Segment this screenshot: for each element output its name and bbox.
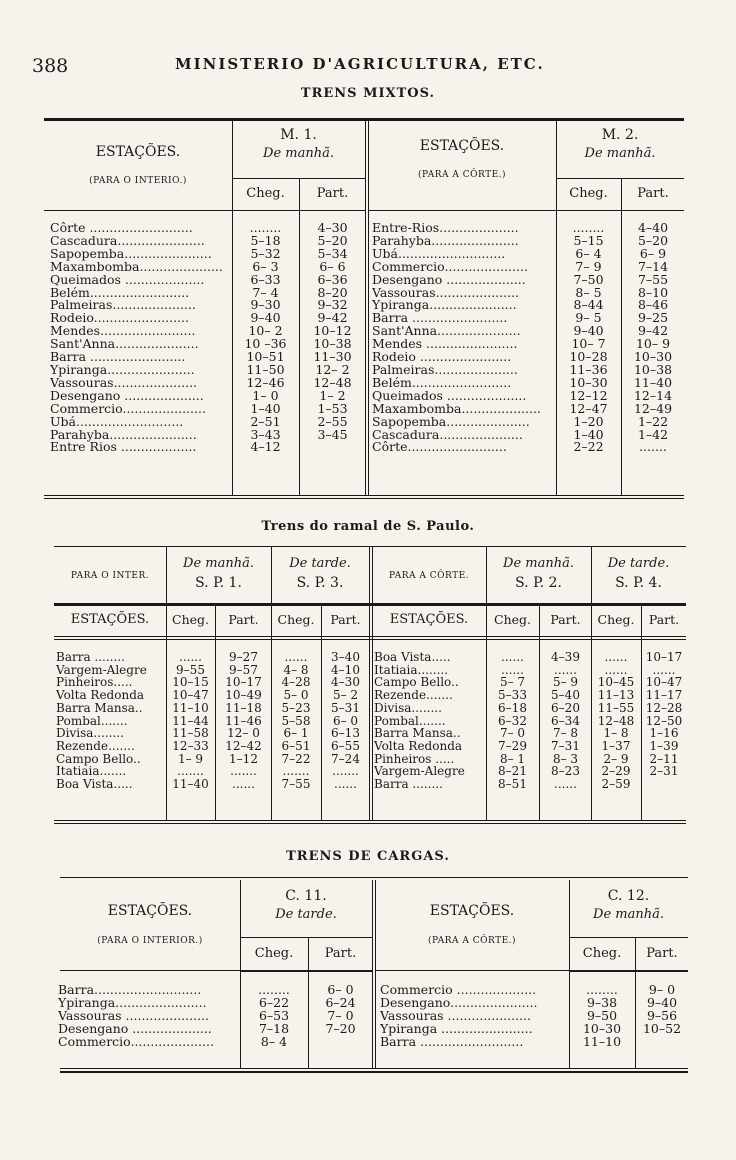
cargas-title: TRENS DE CARGAS.	[286, 849, 450, 864]
part-header: Part.	[324, 946, 357, 961]
train-time: De tarde.	[607, 556, 670, 571]
cheg-header: Cheg.	[277, 612, 315, 627]
cargas-top-rule	[60, 877, 688, 878]
part-times: 4–40 5–20 6– 9 7–14 7–55 8–10 8–46 9–25 9–42 10– 9 10–30 10–38 11–40 12–14 12–49 1–22 1–42 .......	[633, 220, 673, 455]
mixtos-bottom-rule-2	[44, 498, 684, 499]
part-header: Part.	[316, 186, 349, 201]
train-time: De tarde.	[289, 556, 351, 571]
ramal-bottom-rule	[54, 820, 686, 821]
cheg-times: ...... 4– 8 4–28 5– 0 5–23 5–58 6– 1 6–51 7–22 ....... 7–55	[281, 650, 311, 792]
cheg-times: ...... 9–55 10–15 10–47 11–10 11–44 11–58 12–33 1– 9 ....... 11–40	[172, 650, 209, 792]
train-time: De manhã.	[593, 907, 664, 922]
part-times: 3–40 4–10 4–30 5– 2 5–31 6– 0 6–13 6–55 7–24 ....... ......	[331, 650, 360, 792]
part-header: Part.	[646, 946, 678, 961]
cheg-header: Cheg.	[246, 186, 285, 201]
part-times: 4–30 5–20 5–34 6– 6 6–36 8–20 9–32 9–42 10–12 10–38 11–30 12– 2 12–48 1– 2 1–53 2–55 3–45	[313, 220, 352, 442]
train-label: S. P. 2.	[515, 575, 562, 591]
hline	[44, 210, 232, 211]
hline	[368, 210, 556, 211]
cheg-header: Cheg.	[254, 946, 294, 961]
cheg-times: ........ 5–15 6– 4 7– 9 7–50 8– 5 8–44 9– 5 9–40 10– 7 10–28 11–36 10–30 12–12 12–47 1–20 1–40 2–22	[569, 220, 608, 455]
hline	[569, 937, 688, 938]
part-header: Part.	[228, 612, 259, 627]
running-head: MINISTERIO D'AGRICULTURA, ETC.	[175, 55, 545, 73]
cheg-header: Cheg.	[494, 612, 531, 627]
hline	[375, 970, 569, 971]
train-time: De tarde.	[275, 907, 337, 922]
train-label: C. 11.	[285, 888, 327, 904]
hline	[232, 210, 365, 211]
train-label: S. P. 1.	[195, 575, 242, 591]
part-header: Part.	[637, 186, 669, 201]
cargas-bottom-rule-2	[60, 1071, 688, 1073]
part-times: 9– 0 9–40 9–56 10–52	[642, 982, 682, 1036]
column-subheader: (PARA A CÔRTE.)	[427, 936, 517, 946]
cheg-header: Cheg.	[172, 612, 209, 627]
train-time: De manhã.	[503, 556, 574, 571]
cheg-times: ........ 9–38 9–50 10–30 11–10	[582, 982, 622, 1049]
ramal-bottom-rule-2	[54, 823, 686, 824]
train-label: S. P. 3.	[296, 575, 344, 591]
column-header: ESTAÇÕES.	[419, 138, 505, 154]
hline	[60, 970, 240, 971]
ramal-title: Trens do ramal de S. Paulo.	[261, 519, 475, 534]
train-label: S. P. 4.	[615, 575, 662, 591]
page-number: 388	[32, 55, 69, 77]
part-times: 6– 0 6–24 7– 0 7–20	[325, 982, 356, 1036]
cheg-header: Cheg.	[597, 612, 635, 627]
part-header: Part.	[550, 612, 581, 627]
column-header: ESTAÇÕES.	[429, 903, 515, 919]
column-subheader: (PARA O INTERIO.)	[89, 176, 187, 186]
direction-header: PARA A CÔRTE.	[388, 571, 470, 581]
hline	[569, 970, 688, 972]
station-list: Boa Vista..... Itatiaia........ Campo Bello.. Rezende....... Divisa........ Pombal....... Barra Mansa.. Volta Redonda Pinheiros ..... Vargem-Alegre Barra ........	[374, 651, 465, 791]
part-header: Part.	[648, 612, 680, 627]
column-subheader: (PARA A CÔRTE.)	[417, 170, 507, 180]
hline	[240, 970, 372, 972]
station-list: Entre-Rios.................... Parahyba...................... Ubá........................... Commercio..................... Desengano .................... Vassouras..................... Ypiranga...................... Barra ........................ Sant'Anna..................... Mendes ....................... Rodeio ....................... Palmeiras..................... Belém......................... Queimados .................... Maxambomba.................... Sapopemba..................... Cascadura..................... Côrte.........................	[372, 222, 541, 455]
station-list: Barra ........ Vargem-Alegre Pinheiros..... Volta Redonda Barra Mansa.. Pombal....... Divisa........ Rezende....... Campo Bello.. Itatiaia....... Boa Vista.....	[56, 651, 147, 791]
train-label: M. 2.	[601, 127, 639, 143]
direction-header: PARA O INTER.	[70, 571, 150, 581]
train-label: C. 12.	[607, 888, 650, 904]
column-header: ESTAÇÕES.	[107, 903, 193, 919]
station-list: Côrte .......................... Cascadura...................... Sapopemba...................... Maxambomba..................... Queimados .................... Belém......................... Palmeiras..................... Rodeio........................ Mendes........................ Sant'Anna..................... Barra ........................ Ypiranga...................... Vassouras..................... Desengano .................... Commercio..................... Ubá........................... Parahyba...................... Entre Rios ...................	[50, 222, 223, 455]
mixtos-title: TRENS MIXTOS.	[300, 86, 436, 101]
hline	[232, 178, 365, 179]
hline	[556, 210, 684, 211]
divider-double	[369, 546, 373, 820]
cheg-times: ........ 6–22 6–53 7–18 8– 4	[258, 982, 290, 1049]
column-header: ESTAÇÕES.	[70, 612, 150, 627]
cheg-header: Cheg.	[569, 186, 608, 201]
train-time: De manhã.	[183, 556, 254, 571]
cheg-times: ........ 5–18 5–32 6– 3 6–33 7– 4 9–30 9–40 10– 2 10 –36 10–51 11–50 12–46 1– 0 1–40 2–51 3–43 4–12	[244, 220, 287, 455]
station-list: Commercio .................... Desengano...................... Vassouras ..................... Ypiranga ....................... Barra ..........................	[380, 983, 538, 1048]
cheg-header: Cheg.	[582, 946, 622, 961]
cheg-times: ...... ...... 5– 7 5–33 6–18 6–32 7– 0 7–29 8– 1 8–21 8–51	[498, 650, 527, 792]
column-header: ESTAÇÕES.	[389, 612, 469, 627]
train-time: De manhã.	[263, 146, 334, 161]
cargas-bottom-rule	[60, 1068, 688, 1069]
part-times: 9–27 9–57 10–17 10–49 11–18 11–46 12– 0 12–42 1–12 ....... ......	[225, 650, 262, 792]
part-times: 4–39 ...... 5– 9 5–40 6–20 6–34 7– 8 7–31 8– 3 8–23 ......	[551, 650, 580, 792]
hline	[240, 937, 372, 938]
mixtos-top-rule	[44, 118, 684, 121]
hline	[556, 178, 684, 179]
part-header: Part.	[330, 612, 361, 627]
part-times: 10–17 ...... 10–47 11–17 12–28 12–50 1–16 1–39 2–11 2–31	[645, 650, 683, 779]
cheg-times: ...... ...... 10–45 11–13 11–55 12–48 1– 8 1–37 2– 9 2–29 2–59	[597, 650, 635, 792]
column-header: ESTAÇÕES.	[95, 144, 181, 160]
train-label: M. 1.	[280, 127, 317, 143]
mixtos-bottom-rule	[44, 495, 684, 496]
train-time: De manhã.	[584, 146, 656, 161]
station-list: Barra........................... Ypiranga....................... Vassouras ..................... Desengano .................... Commercio.....................	[58, 983, 214, 1048]
column-subheader: (PARA O INTERIOR.)	[97, 936, 203, 946]
